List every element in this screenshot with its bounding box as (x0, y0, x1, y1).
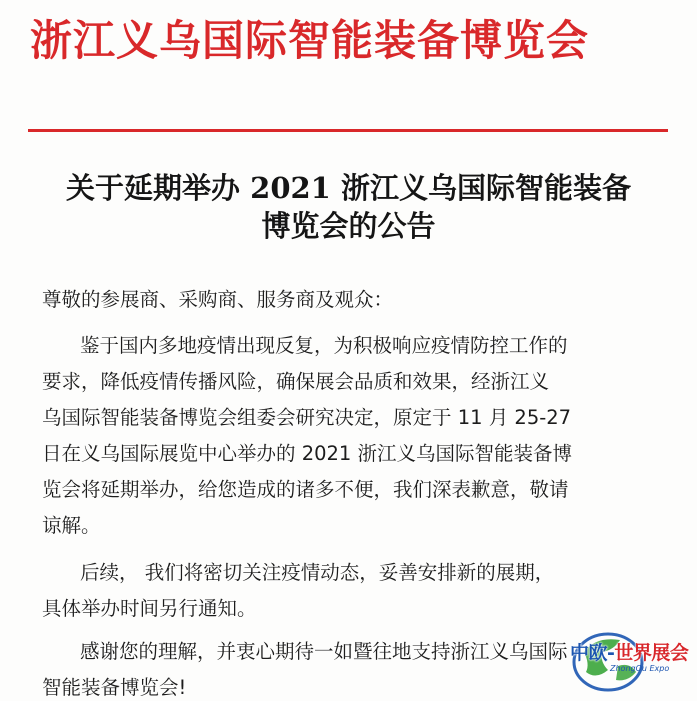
notice-title-line-2: 博览会的公告 (261, 209, 436, 243)
paragraph-1-line: 要求，降低疫情传播风险，确保展会品质和效果，经浙江义 (42, 370, 550, 393)
paragraph-2-line: 具体举办时间另行通知。 (42, 597, 257, 620)
watermark-brand-part1: 中欧- (570, 642, 615, 664)
letterhead-divider (28, 129, 668, 132)
letterhead-title: 浙江义乌国际智能装备博览会 (30, 16, 590, 65)
watermark-brand (570, 638, 688, 665)
paragraph-1-line: 谅解。 (42, 514, 101, 537)
paragraph-3-line: 智能装备博览会! (42, 676, 187, 699)
salutation: 尊敬的参展商、采购商、服务商及观众： (42, 288, 394, 311)
paragraph-3-line: 感谢您的理解，并衷心期待一如暨往地支持浙江义乌国际 (80, 640, 568, 663)
watermark-logo (556, 622, 696, 698)
paragraph-1-line: 鉴于国内多地疫情出现反复，为积极响应疫情防控工作的 (80, 334, 568, 357)
paragraph-2-line: 后续， 我们将密切关注疫情动态，妥善安排新的展期， (80, 561, 555, 584)
watermark-brand-part2: 世界展会 (614, 642, 689, 664)
notice-title-line-1: 关于延期举办 2021 浙江义乌国际智能装备 (66, 171, 631, 205)
watermark-subtitle: ZhongOu Expo (610, 664, 670, 673)
paragraph-1-line: 乌国际智能装备博览会组委会研究决定，原定于 11 月 25-27 (42, 406, 572, 429)
paragraph-1-line: 览会将延期举办，给您造成的诸多不便，我们深表歉意，敬请 (42, 478, 569, 501)
paragraph-1-line: 日在义乌国际展览中心举办的 2021 浙江义乌国际智能装备博 (42, 442, 573, 465)
